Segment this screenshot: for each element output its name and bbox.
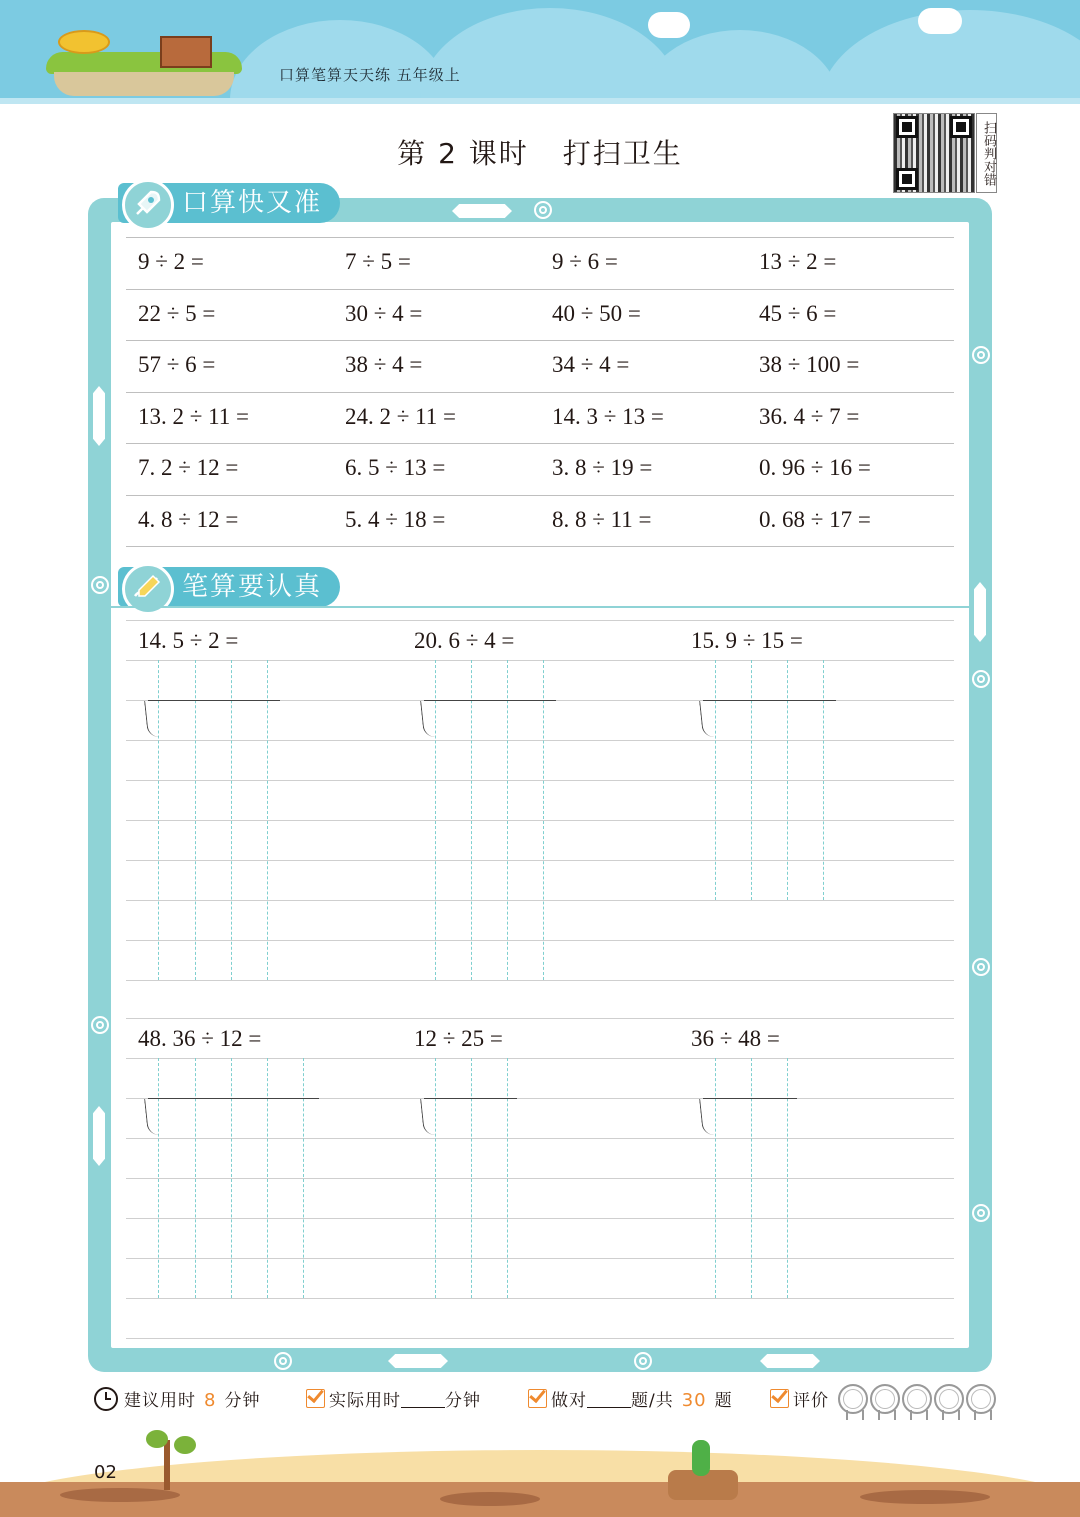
ruled-line [126,1178,954,1179]
oral-problem: 13. 2 ÷ 11 = [138,403,249,429]
qr-label: 扫码判对错 [976,113,997,193]
frame-ornament [534,201,552,219]
oral-problem: 8. 8 ÷ 11 = [552,506,652,532]
correct-label: 做对 [551,1391,587,1411]
medal-icon[interactable] [838,1384,868,1414]
column-guide [787,660,788,900]
frame-ornament [972,1204,990,1222]
rating [770,1384,829,1418]
oral-problem: 3. 8 ÷ 19 = [552,455,653,480]
oral-row-divider [126,289,954,290]
check-icon [770,1389,789,1408]
oral-section-tab [118,183,340,223]
ruled-line [126,820,954,821]
footer-bar [94,1384,994,1418]
column-guide [435,1058,436,1298]
rating-label: 评价 [793,1391,829,1411]
oral-problem: 22 ÷ 5 = [138,300,216,326]
column-guide [195,1058,196,1298]
column-guide [507,1058,508,1298]
oral-problem: 9 ÷ 6 = [552,249,618,274]
medal-icon[interactable] [934,1384,964,1414]
column-guide [471,1058,472,1298]
frame-ornament [91,576,109,594]
column-guide [715,1058,716,1298]
long-division-bracket[interactable] [703,700,836,739]
ruled-line [126,780,954,781]
oral-problem: 14. 3 ÷ 13 = [552,403,664,429]
gate-icon [160,36,212,68]
column-guide [158,1058,159,1298]
book-title: 口算笔算天天练 五年级上 [279,66,461,84]
ruled-line [126,1018,954,1019]
oral-problem: 24. 2 ÷ 11 = [345,403,456,429]
rocket-icon [122,179,174,231]
ruled-line [126,1298,954,1299]
header-banner [0,0,1080,104]
ruled-line [126,1058,954,1059]
ruled-line [126,1338,954,1339]
oral-section-title: 口算快又准 [182,188,323,218]
oral-problem: 38 ÷ 100 = [759,352,860,377]
oral-problem: 36. 4 ÷ 7 = [759,403,860,429]
check-icon [306,1389,325,1408]
oral-row-divider [126,237,954,238]
medal-icon[interactable] [902,1384,932,1414]
rating-medals [838,1384,998,1418]
page-number: 02 [94,1462,117,1483]
column-guide [751,660,752,900]
check-icon [528,1389,547,1408]
written-problem: 14. 5 ÷ 2 = [138,628,239,653]
frame-ornament [760,1354,820,1368]
frame-ornament [974,582,986,642]
column-guide [231,1058,232,1298]
oral-problem: 57 ÷ 6 = [138,352,216,377]
frame-ornament [972,670,990,688]
written-section-title: 笔算要认真 [182,572,323,602]
oral-problem: 38 ÷ 4 = [345,352,423,377]
correct-blank[interactable] [587,1387,631,1408]
lesson-number: 第 2 课时 [397,137,529,170]
oral-problem: 40 ÷ 50 = [552,300,641,326]
oral-problem: 5. 4 ÷ 18 = [345,506,446,532]
long-division-bracket[interactable] [424,700,556,739]
column-guide [267,1058,268,1298]
oral-problem: 0. 68 ÷ 17 = [759,506,871,532]
medal-icon[interactable] [966,1384,996,1414]
oral-row-divider [126,443,954,444]
suggested-time-label: 建议用时 [124,1391,196,1411]
oral-row-divider [126,495,954,496]
long-division-bracket[interactable] [703,1098,797,1137]
written-section-tab [118,567,340,607]
long-division-bracket[interactable] [148,700,280,739]
written-problem: 36 ÷ 48 = [691,1026,780,1051]
written-problem: 15. 9 ÷ 15 = [691,628,803,653]
oral-problem: 9 ÷ 2 = [138,249,204,274]
actual-time [306,1384,481,1418]
oral-problem: 7. 2 ÷ 12 = [138,455,239,480]
ruled-line [126,940,954,941]
correct-mid: 题/共 [631,1391,674,1411]
column-guide [787,1058,788,1298]
ruled-line [126,1138,954,1139]
actual-time-blank[interactable] [401,1387,445,1408]
written-problem: 12 ÷ 25 = [414,1026,503,1051]
suggested-time-value: 8 [204,1390,217,1411]
frame-ornament [972,346,990,364]
frame-ornament [452,204,512,218]
tree-icon [134,1430,204,1490]
ruled-line [126,860,954,861]
frame-ornament [91,1016,109,1034]
frame-ornament [93,386,105,446]
actual-time-unit: 分钟 [445,1391,481,1411]
coin-icon [58,30,110,54]
suggested-time [94,1384,260,1418]
column-guide [751,1058,752,1298]
correct-count [528,1384,733,1418]
column-guide [303,1058,304,1298]
long-division-bracket[interactable] [148,1098,319,1137]
ruled-line [126,900,954,901]
frame-ornament [93,1106,105,1166]
ground-scenery [0,1430,1080,1517]
oral-row-divider [126,392,954,393]
frame-ornament [972,958,990,976]
ruled-line [126,1218,954,1219]
oral-problem: 0. 96 ÷ 16 = [759,455,871,480]
oral-row-divider [126,340,954,341]
qr-code-icon[interactable] [893,113,975,193]
column-guide [715,660,716,900]
oral-problem: 13 ÷ 2 = [759,249,837,274]
header-stripe [0,98,1080,104]
total-count: 30 [681,1390,707,1411]
oral-problem: 6. 5 ÷ 13 = [345,455,446,480]
ruled-line [126,740,954,741]
ruled-line [126,620,954,621]
actual-time-label: 实际用时 [329,1391,401,1411]
lesson-topic: 打扫卫生 [562,137,683,170]
oral-row-divider [126,546,954,547]
oral-problem: 45 ÷ 6 = [759,300,837,326]
suggested-time-unit: 分钟 [224,1391,261,1411]
island-icon [46,52,242,98]
column-guide [823,660,824,900]
frame-ornament [274,1352,292,1370]
medal-icon[interactable] [870,1384,900,1414]
written-problem: 20. 6 ÷ 4 = [414,628,515,653]
frame-ornament [634,1352,652,1370]
oral-problem: 30 ÷ 4 = [345,300,423,326]
long-division-bracket[interactable] [424,1098,517,1137]
ruled-line [126,660,954,661]
clock-icon [94,1387,118,1411]
ruled-line [126,1258,954,1259]
ruled-line [126,980,954,981]
frame-ornament [388,1354,448,1368]
total-unit: 题 [714,1391,733,1411]
oral-problem: 4. 8 ÷ 12 = [138,506,239,532]
oral-problem: 34 ÷ 4 = [552,352,630,377]
section-divider [111,606,969,608]
oral-problem: 7 ÷ 5 = [345,249,411,274]
cactus-icon [692,1440,710,1476]
written-problem: 48. 36 ÷ 12 = [138,1026,262,1051]
